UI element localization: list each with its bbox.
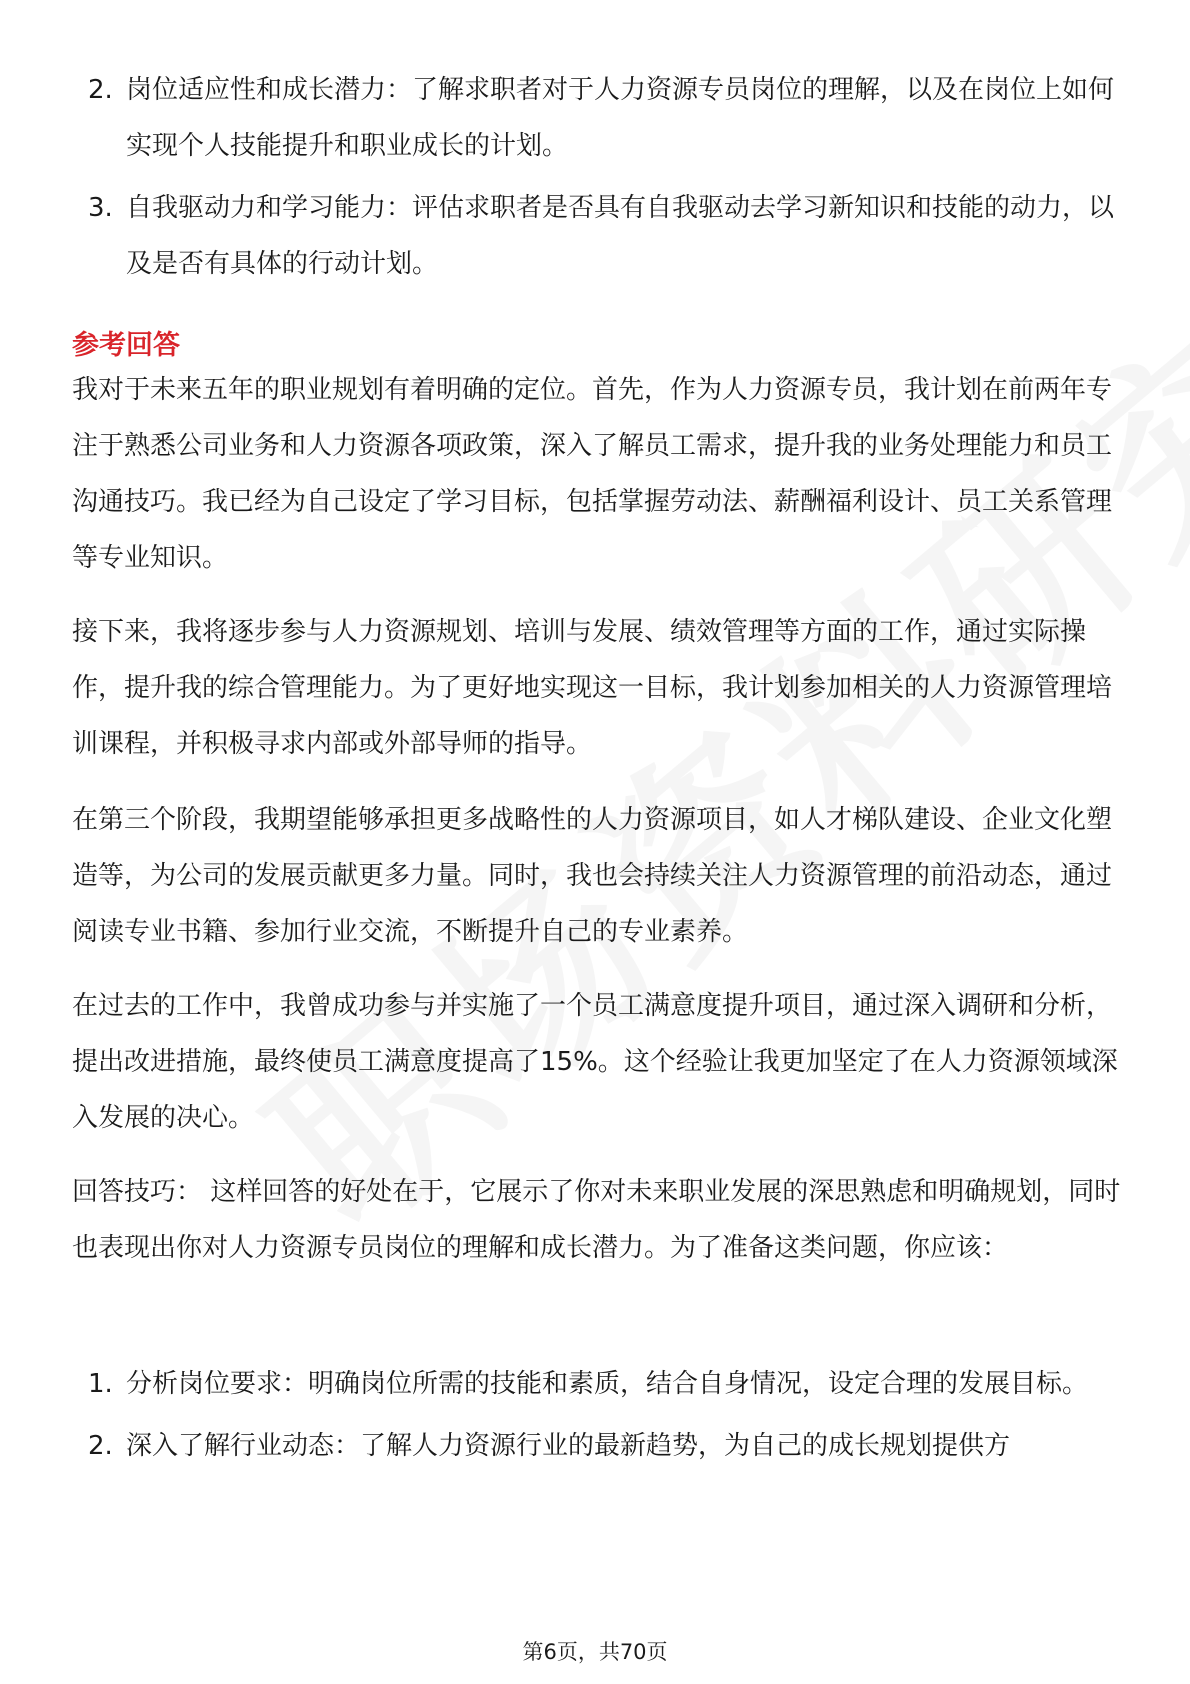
list-item-text: 岗位适应性和成长潜力：了解求职者对于人力资源专员岗位的理解，以及在岗位上如何实现个人技能提升和职业成长的计划。 bbox=[126, 75, 1115, 161]
list-item-number: 1. bbox=[88, 1369, 113, 1399]
answer-paragraph: 在过去的工作中，我曾成功参与并实施了一个员工满意度提升项目，通过深入调研和分析，提出改进措施，最终使员工满意度提高了15%。这个经验让我更加坚定了在人力资源领域深入发展的决心。 bbox=[72, 991, 1118, 1133]
page-number-footer: 第6页，共70页 bbox=[522, 1640, 668, 1664]
list-item-number: 3. bbox=[88, 193, 113, 223]
list-item bbox=[72, 1356, 1122, 1412]
tips-list bbox=[72, 1356, 1122, 1480]
list-item-text: 自我驱动力和学习能力：评估求职者是否具有自我驱动去学习新知识和技能的动力，以及是否有具体的行动计划。 bbox=[126, 193, 1115, 279]
list-item bbox=[72, 180, 1122, 292]
answer-paragraph: 我对于未来五年的职业规划有着明确的定位。首先，作为人力资源专员，我计划在前两年专注于熟悉公司业务和人力资源各项政策，深入了解员工需求，提升我的业务处理能力和员工沟通技巧。我已经为自己设定了学习目标，包括掌握劳动法、薪酬福利设计、员工关系管理等专业知识。 bbox=[72, 375, 1113, 573]
list-item-number: 2. bbox=[88, 1431, 113, 1461]
list-item bbox=[72, 62, 1122, 174]
answer-paragraph: 接下来，我将逐步参与人力资源规划、培训与发展、绩效管理等方面的工作，通过实际操作，提升我的综合管理能力。为了更好地实现这一目标，我计划参加相关的人力资源管理培训课程，并积极寻求内部或外部导师的指导。 bbox=[72, 617, 1113, 759]
list-item bbox=[72, 1418, 1122, 1474]
answer-paragraph: 在第三个阶段，我期望能够承担更多战略性的人力资源项目，如人才梯队建设、企业文化塑造等，为公司的发展贡献更多力量。同时，我也会持续关注人力资源管理的前沿动态，通过阅读专业书籍、参加行业交流，不断提升自己的专业素养。 bbox=[72, 805, 1113, 947]
list-item-text: 深入了解行业动态：了解人力资源行业的最新趋势，为自己的成长规划提供方 bbox=[126, 1431, 1011, 1461]
criteria-list bbox=[72, 62, 1122, 298]
list-item-number: 2. bbox=[88, 75, 113, 105]
section-title: 参考回答 bbox=[72, 330, 180, 361]
list-item-text: 分析岗位要求：明确岗位所需的技能和素质，结合自身情况，设定合理的发展目标。 bbox=[126, 1369, 1089, 1399]
tips-paragraph: 回答技巧： 这样回答的好处在于，它展示了你对未来职业发展的深思熟虑和明确规划，同时也表现出你对人力资源专员岗位的理解和成长潜力。为了准备这类问题，你应该： bbox=[72, 1177, 1121, 1263]
